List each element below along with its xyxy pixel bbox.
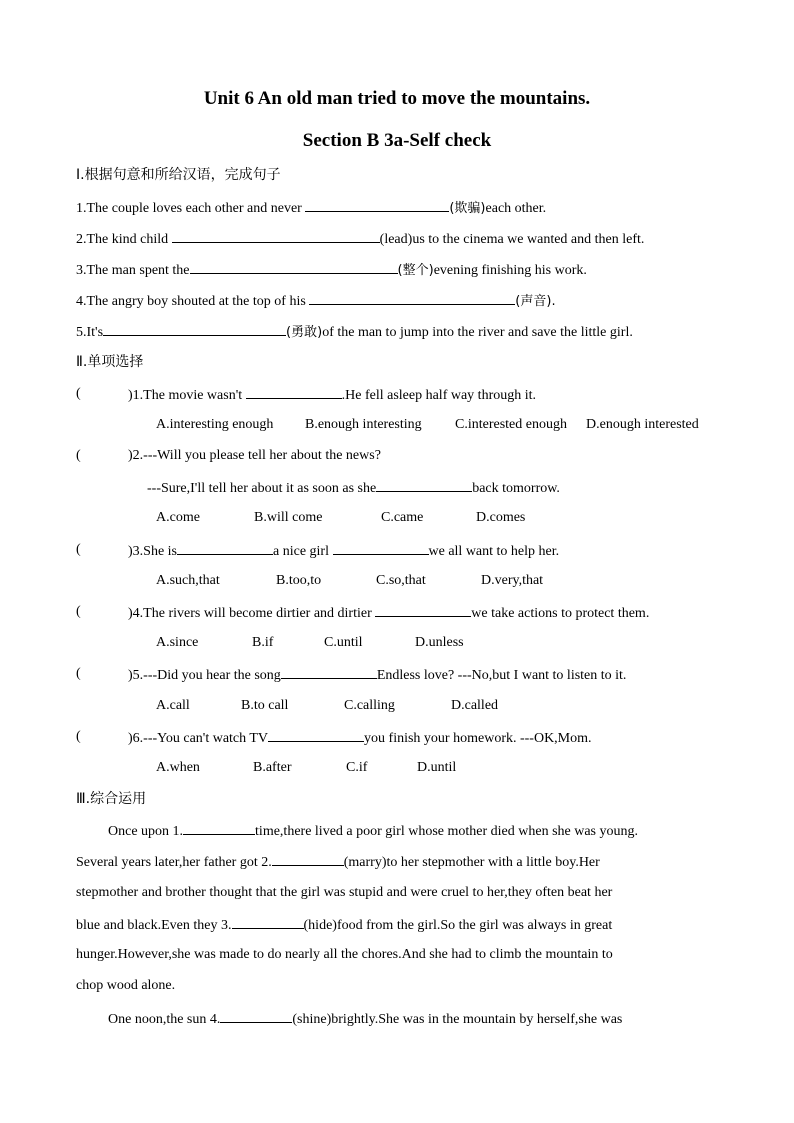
passage-line-5 xyxy=(76,946,613,964)
option-b[interactable]: B.if xyxy=(252,635,274,650)
answer-blank[interactable] xyxy=(103,322,286,336)
passage-line-1 xyxy=(108,821,638,841)
question-text: we all want to help her. xyxy=(428,544,560,559)
answer-blank[interactable] xyxy=(375,603,471,617)
option-b[interactable]: B.after xyxy=(253,760,292,775)
item-hint: (声音). xyxy=(515,294,556,309)
question-number: )2. xyxy=(128,448,144,463)
item-text: 1.The couple loves each other and never xyxy=(76,201,306,216)
item-text: of the man to jump into the river and save the little girl. xyxy=(322,325,633,340)
question-text: ---Did you hear the song xyxy=(143,668,281,683)
option-a[interactable]: A.come xyxy=(156,510,200,525)
option-a[interactable]: A.interesting enough xyxy=(156,417,274,432)
question-text: The rivers will become dirtier and dirtier xyxy=(143,606,376,621)
part2-heading: Ⅱ.单项选择 xyxy=(76,354,144,370)
question-text: She is xyxy=(143,544,178,559)
part1-item-3 xyxy=(76,260,587,280)
question-text: we take actions to protect them. xyxy=(471,606,650,621)
answer-blank[interactable] xyxy=(376,478,472,492)
answer-bracket-1[interactable]: ( xyxy=(76,386,81,401)
question-2 xyxy=(128,447,381,465)
item-text: evening finishing his work. xyxy=(433,263,587,278)
item-text: 5.It's xyxy=(76,325,104,340)
answer-blank[interactable] xyxy=(232,915,304,929)
option-b[interactable]: B.enough interesting xyxy=(305,417,422,432)
answer-bracket-3[interactable]: ( xyxy=(76,542,81,557)
question-text: .He fell asleep half way through it. xyxy=(341,388,537,403)
passage-line-2 xyxy=(76,852,600,872)
option-d[interactable]: D.comes xyxy=(476,510,526,525)
answer-blank[interactable] xyxy=(333,541,429,555)
option-d[interactable]: D.very,that xyxy=(481,573,544,588)
part1-item-4 xyxy=(76,291,556,311)
passage-text: chop wood alone. xyxy=(76,978,176,993)
item-hint: (欺骗) xyxy=(449,201,486,216)
question-text: ---You can't watch TV xyxy=(143,731,269,746)
question-1 xyxy=(128,385,536,405)
passage-text: blue and black.Even they 3. xyxy=(76,918,232,933)
part1-item-5 xyxy=(76,322,633,342)
passage-text: (hide)food from the girl.So the girl was always in great xyxy=(303,918,613,933)
passage-text: Several years later,her father got 2. xyxy=(76,855,272,870)
passage-text: (marry)to her stepmother with a little boy.Her xyxy=(343,855,600,870)
question-number: )1. xyxy=(128,388,144,403)
passage-line-7 xyxy=(108,1009,622,1029)
answer-blank[interactable] xyxy=(281,665,377,679)
option-d[interactable]: D.called xyxy=(451,698,499,713)
page-subtitle: Section B 3a-Self check xyxy=(302,130,492,151)
answer-blank[interactable] xyxy=(309,291,515,305)
answer-bracket-5[interactable]: ( xyxy=(76,666,81,681)
passage-text: (shine)brightly.She was in the mountain by herself,she was xyxy=(292,1012,623,1027)
option-a[interactable]: A.call xyxy=(156,698,190,713)
answer-blank[interactable] xyxy=(246,385,342,399)
option-b[interactable]: B.will come xyxy=(254,510,323,525)
passage-line-6 xyxy=(76,977,175,995)
item-hint: (整个) xyxy=(397,263,434,278)
answer-bracket-4[interactable]: ( xyxy=(76,604,81,619)
passage-text: stepmother and brother thought that the girl was stupid and were cruel to her,they often beat her xyxy=(76,885,613,900)
passage-text: One noon,the sun 4. xyxy=(108,1012,221,1027)
question-3 xyxy=(128,541,559,561)
answer-blank[interactable] xyxy=(272,852,344,866)
question-text: ---Sure,I'll tell her about it as soon as she xyxy=(147,481,377,496)
answer-bracket-2[interactable]: ( xyxy=(76,448,81,463)
answer-blank[interactable] xyxy=(268,728,364,742)
question-text: you finish your homework. ---OK,Mom. xyxy=(364,731,592,746)
passage-line-3 xyxy=(76,884,612,902)
question-text: ---Will you please tell her about the news? xyxy=(143,448,381,463)
question-number: )5. xyxy=(128,668,144,683)
answer-blank[interactable] xyxy=(172,229,380,243)
item-text: 3.The man spent the xyxy=(76,263,190,278)
question-2-reply xyxy=(147,478,560,498)
option-c[interactable]: C.calling xyxy=(344,698,395,713)
option-a[interactable]: A.such,that xyxy=(156,573,220,588)
question-5 xyxy=(128,665,626,685)
question-text: The movie wasn't xyxy=(143,388,246,403)
option-d[interactable]: D.enough interested xyxy=(586,417,699,432)
question-text: Endless love? ---No,but I want to listen to it. xyxy=(376,668,627,683)
passage-text: Once upon 1. xyxy=(108,824,184,839)
question-6 xyxy=(128,728,592,748)
part3-heading: Ⅲ.综合运用 xyxy=(76,791,147,807)
passage-text: hunger.However,she was made to do nearly all the chores.And she had to climb the mountain to xyxy=(76,947,613,962)
item-text: 4.The angry boy shouted at the top of his xyxy=(76,294,310,309)
part1-item-2 xyxy=(76,229,644,249)
option-b[interactable]: B.too,to xyxy=(276,573,322,588)
option-b[interactable]: B.to call xyxy=(241,698,289,713)
question-number: )3. xyxy=(128,544,144,559)
option-a[interactable]: A.when xyxy=(156,760,200,775)
option-d[interactable]: D.until xyxy=(417,760,457,775)
part1-item-1 xyxy=(76,198,546,218)
item-hint: (勇敢) xyxy=(286,325,323,340)
option-c[interactable]: C.interested enough xyxy=(455,417,567,432)
passage-line-4 xyxy=(76,915,612,935)
item-text: us to the cinema we wanted and then left. xyxy=(412,232,645,247)
question-text: a nice girl xyxy=(273,544,333,559)
item-hint: (lead) xyxy=(379,232,413,247)
part1-heading: I.根据句意和所给汉语，完成句子 xyxy=(76,167,281,183)
answer-blank[interactable] xyxy=(220,1009,292,1023)
question-4 xyxy=(128,603,649,623)
option-c[interactable]: C.so,that xyxy=(376,573,426,588)
option-a[interactable]: A.since xyxy=(156,635,199,650)
item-text: 2.The kind child xyxy=(76,232,172,247)
page-title: Unit 6 An old man tried to move the mountains. xyxy=(203,88,591,109)
answer-blank[interactable] xyxy=(190,260,398,274)
question-text: back tomorrow. xyxy=(472,481,560,496)
answer-blank[interactable] xyxy=(305,198,449,212)
option-c[interactable]: C.came xyxy=(381,510,424,525)
question-number: )4. xyxy=(128,606,144,621)
option-c[interactable]: C.until xyxy=(324,635,363,650)
answer-bracket-6[interactable]: ( xyxy=(76,729,81,744)
item-text: each other. xyxy=(485,201,547,216)
answer-blank[interactable] xyxy=(183,821,255,835)
question-number: )6. xyxy=(128,731,144,746)
answer-blank[interactable] xyxy=(177,541,273,555)
option-d[interactable]: D.unless xyxy=(415,635,464,650)
option-c[interactable]: C.if xyxy=(346,760,368,775)
passage-text: time,there lived a poor girl whose mother died when she was young. xyxy=(255,824,639,839)
